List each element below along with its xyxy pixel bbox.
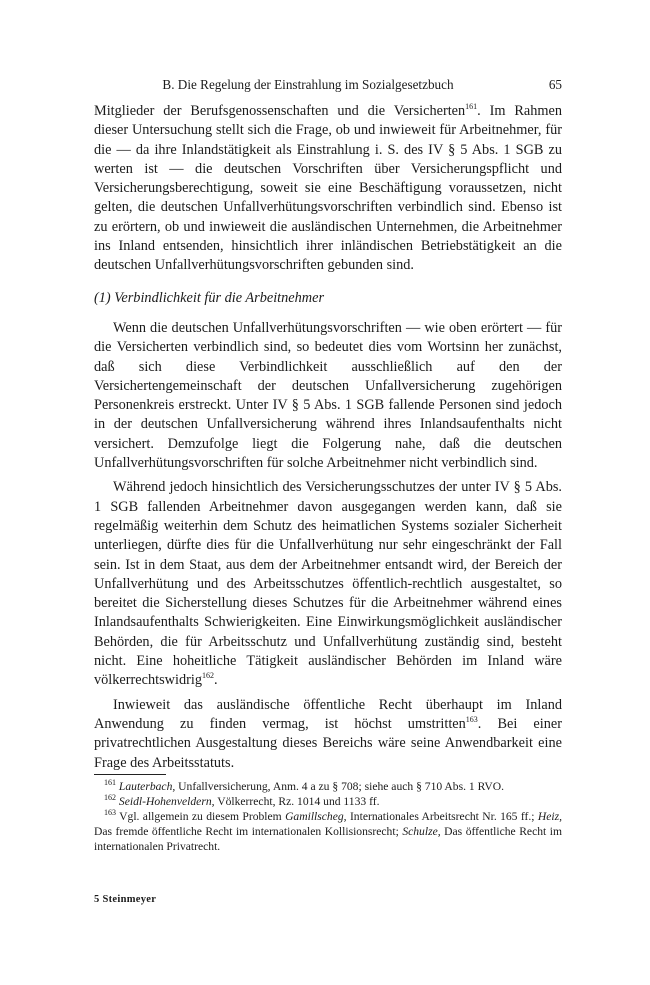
paragraph: Während jedoch hinsichtlich des Versicherungsschutzes der unter IV § 5 Abs. 1 SGB fallenden Arbeitnehmer davon ausgegangen werden kann, daß sie regelmäßig weiterhin dem Schutz des heimatlichen Systems sozialer Sicherheit unterliegen, dürfte dies für die Unfallverhütung nur sehr eingeschränkt der Fall sein. Ist in dem Staat, aus dem der Arbeitnehmer entsandt wird, der Bereich der Unfallverhütung und des Arbeitsschutzes öffentlich-rechtlich ausgestaltet, so bereitet die Sicherstellung dieses Schutzes für die Arbeitnehmer während eines Inlandsaufenthalts Schwierigkeiten. Eine Einwirkungsmöglichkeit ausländischer Behörden, die für Arbeitsschutz und Unfallverhütung zuständig sind, besteht nicht. Eine hoheitliche Tätigkeit ausländischer Behörden im Inland wäre völkerrechtswidrig$^{162}$. [94,479,562,689]
running-title: B. Die Regelung der Einstrahlung im Sozialgesetzbuch [162,77,454,92]
footnote: $^{162}$ Seidl-Hohenveldern, Völkerrecht, Rz. 1014 und 1133 ff. [104,793,380,808]
signature-mark: 5 Steinmeyer [94,894,157,905]
footnote: $^{163}$ Vgl. allgemein zu diesem Problem Gamillscheg, Internationales Arbeitsrecht Nr. 165 ff.; Heiz, Das fremde öffentliche Recht im internationalen Kollisionsrecht; Schulze, Das öffentliche Recht im internationalen Privatrecht. [94,808,562,853]
paragraph: Wenn die deutschen Unfallverhütungsvorschriften — wie oben erörtert — für die Versicherten verbindlich sind, so bedeutet dies vom Wortsinn her zunächst, daß sich diese Verbindlichkeit ausschließlich auf den der Versichertengemeinschaft der deutschen Unfallversicherung zugehörigen Personenkreis erstreckt. Unter IV § 5 Abs. 1 SGB fallende Personen sind jedoch in der deutschen Unfallversicherung während ihres Inlandsaufenthalts nicht versichert. Demzufolge liegt die Folgerung nahe, daß die deutschen Unfallverhütungsvorschriften für solche Arbeitnehmer nicht verbindlich sind. [94,319,562,472]
paragraph: Mitglieder der Berufsgenossenschaften und die Versicherten$^{161}$. Im Rahmen dieser Untersuchung stellt sich die Frage, ob und inwieweit für Arbeitnehmer, für die — da ihre Inlandstätigkeit als Einstrahlung i. S. des IV § 5 Abs. 1 SGB zu werten ist — die deutschen Vorschriften über Versicherungspflicht und Versicherungsberechtigung, soweit sie eine Beschäftigung voraussetzen, nicht gelten, die deutschen Unfallverhütungsvorschriften verbindlich sind. Ebenso ist zu erörtern, ob und inwieweit die ausländischen Unternehmen, die Arbeitnehmer ins Inland entsenden, hinsichtlich ihrer inländischen Betriebstätigkeit an die deutschen Unfallverhütungsvorschriften gebunden sind. [94,102,562,274]
section-heading: (1) Verbindlichkeit für die Arbeitnehmer [94,289,325,306]
main-text [94,102,562,773]
footnote-ref: 161 [465,102,478,112]
footnote-ref: 162 [202,671,214,681]
footnote: $^{161}$ Lauterbach, Unfallversicherung, Anm. 4 a zu § 708; siehe auch § 710 Abs. 1 RVO. [104,778,505,793]
paragraph: Inwieweit das ausländische öffentliche Recht überhaupt im Inland Anwendung zu finden vermag, ist höchst umstritten$^{163}$. Bei einer privatrechtlichen Ausgestaltung dieses Bereichs wäre seine Anwendbarkeit eine Frage des Arbeitsstatuts. [94,696,562,771]
footnote-ref: 163 [465,715,478,725]
footnotes [94,779,562,854]
page-number: 65 [548,77,562,92]
footnote-separator [94,774,166,775]
